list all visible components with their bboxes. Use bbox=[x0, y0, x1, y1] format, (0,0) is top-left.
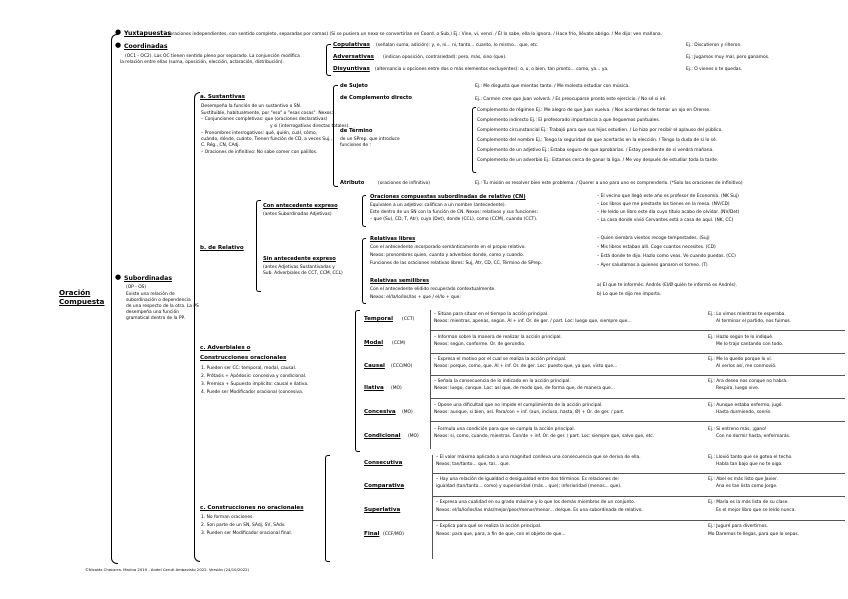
adv-ilativa-name: Ilativa bbox=[364, 385, 384, 391]
libres-ex-3: – Ayer saludamos a quienes ganaron el torneo. (T) bbox=[597, 263, 708, 268]
adv-causal-code: (CCC/MO) bbox=[391, 364, 413, 369]
row-separator bbox=[430, 330, 845, 331]
sustantivas-brace bbox=[333, 85, 338, 187]
subordinadas-desc-0: (OP - OS) bbox=[126, 285, 147, 290]
coordinadas-desc-2: la relación entre ellas (suma, oposición, elección, aclaración, distribución). bbox=[120, 60, 284, 65]
sustantivas-desc-0: Desempeña la función de un sustantivo o SN. bbox=[201, 104, 302, 109]
nor-consecutiva-e2: Habla tan bajo que no te oigo. bbox=[716, 462, 783, 467]
subordinadas-title: Subordinadas bbox=[124, 275, 173, 282]
adversativas-ex: Ej.: Jugamos muy mal, pero ganamos. bbox=[686, 55, 770, 60]
sustantivas-desc-6: C. Rég., CN, CAdj. bbox=[201, 143, 240, 148]
relativo-sin-title: Sin antecedente expreso bbox=[263, 256, 336, 262]
copulativas-ex: Ej.: Discutieron y riñeron. bbox=[686, 43, 742, 48]
bullet-icon: ● bbox=[115, 28, 122, 36]
semilibres-desc-0: Con el antecedente elidido recuperado contextualmente. bbox=[370, 287, 496, 292]
func-termino-title: de Término bbox=[340, 128, 373, 134]
root-title-line2: Compuesta bbox=[59, 297, 105, 306]
nor-consecutiva-d2: Nexos: tan/tanto... que, tal... que. bbox=[436, 462, 510, 467]
termino-item-2: Complemento circunstancial Ej.: Trabajó para que sus hijos estudien. / Lo hizo por recibir el aplauso del público. bbox=[477, 128, 723, 133]
relativo-title: b. de Relativo bbox=[200, 245, 244, 251]
adv-concesiva-d2: Nexos: aunque, si bien, así. Para/con + inf. (aun, incluso, hasta, Ø) + Or. de ger. / part. bbox=[434, 410, 625, 415]
row-separator bbox=[432, 520, 845, 521]
libres-desc-2: Funciones de las oraciones relativas libres: Suj, Atr, CD, CC, Término de SPrep. bbox=[370, 261, 543, 266]
coordinadas-title: Coordinadas bbox=[124, 43, 168, 50]
adverbiales-desc-2: 3. Premisa + Supuesto implícito: causal e ilativa. bbox=[201, 382, 309, 387]
adv-concesiva-e1: Ej.: Aunque estaba enfermo, jugó. bbox=[708, 403, 783, 408]
relativo-sin-desc-1: Sub. Adverbiales de CCT, CCM, CCL) bbox=[263, 271, 343, 276]
sustantivas-desc-1: Sustituible, habitualmente, por "eso" o "esas cosas". Nexos: bbox=[201, 111, 334, 116]
subordinadas-desc-3: de una respecto de la otra. La PS bbox=[126, 304, 199, 309]
noracionales-desc-2: 3. Pueden ser Modificador oracional final. bbox=[201, 531, 292, 536]
adverbiales-title-2: Construcciones oracionales bbox=[200, 355, 287, 361]
semilibres-ex-0: a) El que te informés. Andrés (El/Ø quién te informó es Andrés). bbox=[597, 283, 737, 288]
row-separator bbox=[432, 473, 845, 474]
coordinadas-brace bbox=[326, 44, 331, 76]
root-title-line1: Oración bbox=[59, 288, 91, 297]
adv-concesiva-name: Concesiva bbox=[364, 409, 396, 415]
adv-temporal-d1: – Sitúan para situar en el tiempo la acción principal. bbox=[434, 312, 549, 317]
subordinadas-desc-1: Existe una relación de bbox=[126, 292, 175, 297]
row-separator bbox=[430, 398, 845, 399]
relativo-con-desc: (antes Subordinadas Adjetivas) bbox=[263, 212, 332, 217]
adverbiales-desc-0: 1. Pueden ser CC: temporal, modal, causal. bbox=[201, 366, 297, 371]
libres-ex-2: – Está donde te dijo. Hazlo como veas. Ve cuando puedas. (CC) bbox=[597, 254, 736, 259]
adv-condicional-e1: Ej.: Si entreno más, ¡gano! bbox=[708, 427, 767, 432]
termino-item-1: Complemento indirecto Ej.: El profesorado importancia a que lleguemos puntuales. bbox=[477, 118, 661, 123]
nor-comparativa-name: Comparativa bbox=[364, 483, 405, 489]
nor-comparativa-d2: igualdad (tan/tanto... como) y superioridad (más... que); inferioridad (menos... que). bbox=[436, 484, 622, 489]
termino-item-5: Complemento de un adverbio Ej.: Estamos cerca de ganar la liga. / Me voy después de estudiar toda la tarde. bbox=[477, 158, 719, 163]
libres-desc-1: Nexos: pronombres quien, cuanto y adverbios donde, como y cuando. bbox=[370, 253, 524, 258]
termino-item-0: Complemento de régimen Ej.: Me alegro de que Juan vuelva. / Nos acordamos de tomar un ojo en Orense. bbox=[477, 108, 711, 113]
semilibres-desc-1: Nexos: el/la/lo/los/las + que / el/lo + que: bbox=[370, 295, 461, 300]
adv-condicional-name: Condicional bbox=[364, 433, 401, 439]
row-separator bbox=[430, 353, 845, 354]
noracionales-desc-1: 2. Son parte de un SN, SAdj, SV, SAdv. bbox=[201, 523, 286, 528]
adv-modal-e1: Ej.: Hazlo según te lo indiqué. bbox=[708, 335, 774, 340]
copulativas-desc: (señalan suma, adición): y, e, ni... ni, tanto... cuanto, lo mismo... que, etc. bbox=[376, 43, 539, 48]
termino-brace bbox=[472, 107, 476, 173]
nor-final-e1: Ej.: Juguré para divertirnos. bbox=[708, 524, 769, 529]
adverbiales-desc-1: 2. Prótasis + Apódosis: concesiva y condicional. bbox=[201, 374, 307, 379]
adverbiales-separator bbox=[430, 310, 431, 449]
nor-superlativa-e2: Es el mejor libro que se leído nunca. bbox=[716, 508, 796, 513]
adv-modal-e2: Me lo trajo cantando con todo. bbox=[716, 342, 784, 347]
adv-temporal-e1: Ej.: Lo vimos mientras te esperaba. bbox=[708, 312, 786, 317]
sustantivas-desc-7: – Oraciones de infinitivo: No sabe comer con palillos. bbox=[201, 150, 318, 155]
adv-modal-d2: Nexos: según, conforme. Or. de gerundio. bbox=[434, 342, 526, 347]
compuestas-desc-1: Este dentro de un SN con la función de CN. Nexos: relativos y sus funciones: bbox=[370, 210, 539, 215]
subordinadas-desc-2: subordinación o dependencia bbox=[126, 298, 191, 303]
coordinadas-desc-1: (OC1 - OC2). Las OC tienen sentido pleno por separado. La conjunción modifica bbox=[125, 54, 300, 59]
compuestas-desc-2: – que (Su), CD, T, Atr), cuyo (Det), donde (CCL), como (CCM), cuando (CCT). bbox=[370, 217, 538, 222]
libres-title: Relativas libres bbox=[370, 236, 416, 242]
adverbiales-brace bbox=[355, 310, 360, 452]
adv-condicional-d1: – Formula una condición para que se cumpla la acción principal. bbox=[434, 427, 575, 432]
disyuntivas-desc: (alternancia u opciones entre dos o más elementos excluyentes): o, u, o bien, tan pronto... como, ya... ya. bbox=[375, 67, 609, 72]
copulativas-title: Copulativas bbox=[333, 42, 370, 48]
adv-modal-code: (CCM) bbox=[392, 341, 406, 346]
adversativas-desc: (indican oposición, contrariedad): pero, mas, sino (que). bbox=[383, 55, 507, 60]
adv-ilativa-code: (MO) bbox=[391, 386, 402, 391]
func-cd-ex: Ej.: Carmen cree que Juan volverá. / Es preocuparse pronto este ejercicio. / No sé si iré. bbox=[475, 97, 667, 102]
libres-desc-0: Con el antecedente incorporado semánticamente en el propio relativo. bbox=[370, 245, 526, 250]
adv-causal-e2: Al verlos así, me conmovió. bbox=[716, 364, 777, 369]
adversativas-title: Adversativas bbox=[333, 54, 374, 60]
termino-item-4: Complemento de un adjetivo Ej.: Estaba seguro de que aprobarías. / Estoy pendiente de si vendrá mañana. bbox=[477, 148, 714, 153]
yuxtapuestas-title: Yuxtapuestas bbox=[124, 30, 172, 37]
func-atributo-ex: Ej.: Tu misión es resolver bien este problema. / Querer a uno para uno es comprenderlo. (*Solo las oraciones de infinitivo) bbox=[475, 181, 743, 186]
disyuntivas-title: Disyuntivas bbox=[333, 66, 370, 72]
subordinadas-desc-4: desempeña una función bbox=[126, 310, 179, 315]
adv-ilativa-d2: Nexos: luego, conque. Loc: así que, de modo que, de forma que, de manera que... bbox=[434, 386, 615, 391]
compuestas-ex-0: – El vecino que llegó este año es profesor de Economía. (NK Suj) bbox=[597, 194, 739, 199]
adv-temporal-code: (CCT) bbox=[402, 317, 415, 322]
adverbiales-desc-3: 4. Puede ser Modificador oracional (concesiva. bbox=[201, 390, 304, 395]
sustantivas-title: a. Sustantivas bbox=[200, 94, 245, 100]
func-sujeto-ex: Ej.: Me disgusta que mientas tanto. / Me molesta estudiar con música. bbox=[475, 84, 630, 89]
libres-ex-1: – Mis libros estaban allí. Coge cuantos necesites. (CD) bbox=[597, 245, 716, 250]
row-separator bbox=[430, 375, 845, 376]
sin-brace bbox=[362, 238, 366, 304]
adv-condicional-code: (MO) bbox=[408, 434, 419, 439]
sustantivas-desc-5: cuándo, dónde, cuánto. Tienen función de CD, a veces Suj., bbox=[201, 137, 332, 142]
nor-final-d2: Nexos: para que, para, a fin de que, con el objeto de que... bbox=[436, 532, 566, 537]
nor-superlativa-d2: Nexos: el/la/lo/los/las más/mejor/peor/menor/menor... de/que. Es una subordinada de relativo. bbox=[436, 508, 643, 513]
nor-final-name: Final bbox=[364, 531, 380, 537]
func-termino-desc-1: funciones de : bbox=[340, 143, 371, 148]
yuxtapuestas-desc: (oraciones independientes, con sentido completo, separadas por comas) (Si se pusiera un nexo se convertirían en Coord. o Sub.) Ej.: Vine, vi, vencí. / Él lo sabe, ella lo ignora. / Hace frío, llévate abrigo. / Me dijo: ven mañana. bbox=[168, 31, 662, 37]
subordinadas-brace bbox=[194, 92, 200, 562]
nor-consecutiva-e1: Ej.: Llovió tanto que se gotea el techo. bbox=[708, 455, 793, 460]
adv-causal-e1: Ej.: Me lo quedo porque lo ví. bbox=[708, 357, 772, 362]
func-atributo-title: Atributo bbox=[340, 180, 365, 186]
nor-superlativa-e1: Ej.: María es la más lista de su clase. bbox=[708, 500, 789, 505]
func-atributo-desc: (oraciones de infinitivo) bbox=[378, 181, 430, 186]
adv-ilativa-d1: – Señala la consecuencia de lo indicado en la acción principal. bbox=[434, 379, 571, 384]
func-sujeto-title: de Sujeto bbox=[340, 83, 368, 89]
noracionales-brace bbox=[325, 455, 330, 562]
semilibres-ex-1: b) Lo que te dijo me importa. bbox=[597, 292, 662, 297]
sustantivas-desc-4: – Pronombres interrogativos: qué, quién, cuál, cómo, bbox=[201, 131, 318, 136]
nor-comparativa-d1: – Hay una relación de igualdad o desigualdad entre dos términos. Es relaciones de: bbox=[436, 477, 620, 482]
func-cd-title: de Complemento directo bbox=[340, 95, 412, 101]
adv-condicional-e2: Con no dormir hasta, enfermarás. bbox=[716, 434, 791, 439]
noracionales-separator bbox=[432, 455, 433, 559]
compuestas-ex-3: – La casa donde vivió Cervantes está a casa de aquí. (NK, CC) bbox=[597, 218, 734, 223]
adv-causal-name: Causal bbox=[364, 363, 385, 369]
disyuntivas-ex: Ej.: O vienes o te quedas. bbox=[686, 67, 743, 72]
adv-temporal-d2: Nexos: mientras, apenas, según. Al + inf. Or. de ger. / part. Loc: luego que, siempre que... bbox=[434, 319, 632, 324]
subordinadas-desc-5: gramatical dentro de la PP. bbox=[126, 316, 185, 321]
noracionales-desc-0: 1. No forman oraciones. bbox=[201, 515, 254, 520]
nor-comparativa-e2: Ana es tan lista como Jorge. bbox=[716, 484, 778, 489]
adv-concesiva-code: (MO) bbox=[402, 410, 413, 415]
compuestas-ex-1: – Los libros que me prestaste los tienes en la mesa. (NV/CD) bbox=[597, 202, 730, 207]
nor-final-d1: – Explica para qué se realiza la acción principal. bbox=[436, 524, 542, 529]
nor-final-code: (CCF/MO) bbox=[383, 532, 404, 537]
adv-ilativa-e2: Respira, luego vive. bbox=[716, 386, 760, 391]
bullet-icon: ● bbox=[115, 41, 122, 49]
relativo-con-title: Con antecedente expreso bbox=[263, 203, 338, 209]
func-termino-desc-0: de un SPrep. que introduce bbox=[340, 137, 400, 142]
compuestas-title: Oraciones compuestas subordinadas de relativo (CN) bbox=[370, 194, 526, 200]
nor-superlativa-name: Superlativa bbox=[364, 507, 401, 513]
nor-consecutiva-name: Consecutiva bbox=[364, 460, 403, 466]
footer-credit: ©Nicolás Chacarra. Marina 2019 - Andel Ceruti Ambavisto 2022. Versión (24/10/2022) bbox=[85, 567, 250, 572]
adv-temporal-name: Temporal bbox=[364, 316, 393, 322]
adverbiales-title-1: c. Adverbiales o bbox=[200, 345, 251, 351]
row-separator bbox=[430, 421, 845, 422]
nor-comparativa-e1: Ej.: Abel es más listo que Javier. bbox=[708, 477, 778, 482]
libres-ex-0: – Quien siembra vientos recoge tempestades. (Suj) bbox=[597, 236, 710, 241]
termino-item-3: Complemento del nombre Ej.: Tengo la seguridad de que acertarás en la elección. / Tengo la duda de si lo sé. bbox=[477, 138, 718, 143]
semilibres-title: Relativas semilibres bbox=[370, 278, 430, 284]
sustantivas-desc-2: – Conjunciones completivas: que (oraciones declarativas) bbox=[201, 117, 328, 122]
adv-causal-d1: – Expresa el motivo por el cual se realiza la acción principal. bbox=[434, 357, 567, 362]
compuestas-desc-0: Equivalen a un adjetivo: califican a un nombre (antecedente). bbox=[370, 203, 507, 208]
bullet-icon: ● bbox=[115, 273, 122, 281]
adv-concesiva-d1: – Opone una dificultad que no impide el cumplimiento de la acción principal. bbox=[434, 403, 603, 408]
sustantivas-desc-3: y si (interrogativas directas totales). bbox=[270, 124, 350, 129]
relativo-brace bbox=[256, 200, 261, 292]
nor-final-e2: Mo Daremos te llegas, para que lo sepas. bbox=[708, 532, 800, 537]
adv-condicional-d2: Nexos: si, como, cuando, mientras. Con/de + inf. Or. de ger. / part. Loc: siempre que, salvo que, etc. bbox=[434, 434, 655, 439]
relativo-sin-desc-0: (antes Adjetivas Sustantivadas y bbox=[263, 265, 335, 270]
con-brace bbox=[362, 195, 366, 227]
noracionales-title: c. Construcciones no oracionales bbox=[200, 505, 304, 511]
compuestas-ex-2: – He leído un libro este día cuyo título acabo de olvidar. (NV/Det) bbox=[597, 210, 740, 215]
adv-modal-d1: – Informan sobre la manera de realizar la acción principal. bbox=[434, 335, 562, 340]
nor-superlativa-d1: – Expresa una cualidad en su grado máximo y lo que los demás miembros de un conjunto. bbox=[436, 500, 636, 505]
adv-modal-name: Modal bbox=[364, 340, 384, 346]
adv-temporal-e2: Al terminar el partido, nos fuimos. bbox=[716, 319, 792, 324]
adv-concesiva-e2: Hasta durmiendo, sonríe. bbox=[716, 410, 772, 415]
adv-causal-d2: Nexos: porque, como, que. Al + inf. Or. de ger. Loc: puesto que, ya que, visto que... bbox=[434, 364, 618, 369]
root-brace bbox=[111, 34, 118, 564]
row-separator bbox=[432, 496, 845, 497]
adv-ilativa-e1: Ej.: Ara deseo nos conque no habrá. bbox=[708, 379, 788, 384]
nor-consecutiva-d1: – El valor máximo aplicado a una magnitud conlleva una consecuencia que se deriva de ella. bbox=[436, 455, 641, 460]
